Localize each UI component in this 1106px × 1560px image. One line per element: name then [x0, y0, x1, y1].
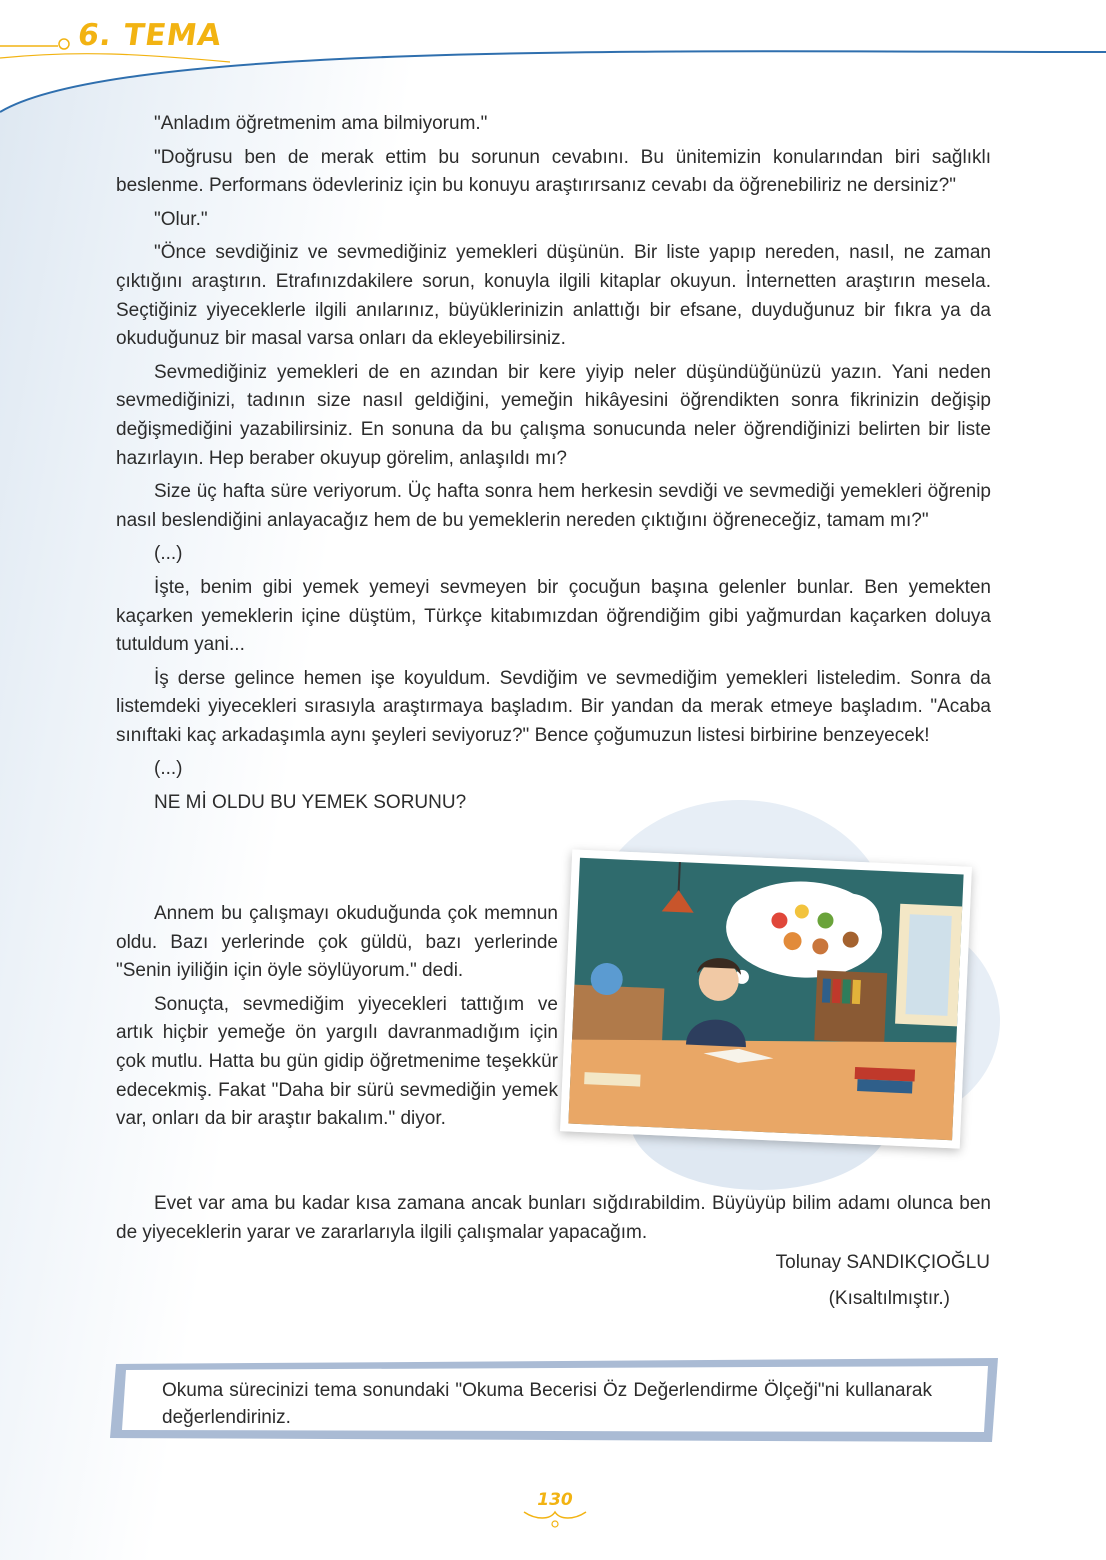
paragraph: "Doğrusu ben de merak ettim bu sorunun cevabını. Bu ünitemizin konularından biri sağlıklı beslenme. Performans ödevleriniz için bu konuyu araştırırsanız cevabı da öğrenebiliriz ne dersiniz?": [116, 146, 991, 197]
paragraph: (...): [154, 758, 183, 780]
paragraph: Annem bu çalışmayı okuduğunda çok memnun oldu. Bazı yerlerinde çok güldü, bazı yerlerinde "Senin iyiliğin için öyle söylüyorum." dedi.: [116, 903, 558, 982]
abridged-note: (Kısaltılmıştır.): [828, 1288, 950, 1309]
paragraph: Evet var ama bu kadar kısa zamana ancak bunları sığdırabildim. Büyüyüp bilim adamı olunca ben de yiyeceklerin yarar ve zararlarıyla ilgili çalışmalar yapacağım.: [116, 1193, 991, 1243]
main-text: [116, 110, 991, 823]
paragraph: "Anladım öğretmenim ama bilmiyorum.": [154, 113, 488, 134]
author-name: Tolunay SANDIKÇIOĞLU: [775, 1252, 990, 1273]
paragraph: Size üç hafta süre veriyorum. Üç hafta sonra hem herkesin sevdiği ve sevmediği yemekleri öğrenip nasıl beslendiğini anlayacağız hem de bu yemeklerin nereden çıktığını öğreneceğiz, tamam mı?": [116, 481, 991, 531]
paragraph: Sevmediğiniz yemekleri de en azından bir kere yiyip neler düşündüğünüzü yazın. Yani neden sevmediğinizi, tadının size nasıl geldiğini, yemeğin hikâyesini öğrendikten sonra fikrinizin değişip değişmediğini yazabilirsiniz. En sonuna da bu çalışma sonucunda neler öğrendiğinizi belirten bir liste hazırlayın. Hep beraber okuyup görelim, anlaşıldı mı?: [116, 361, 991, 469]
paragraph: "Olur.": [154, 208, 208, 230]
paragraph: İşte, benim gibi yemek yemeyi sevmeyen bir çocuğun başına gelenler bunlar. Ben yemekten kaçarken yemeklerin içine düştüm, Türkçe kitabımızdan öğrendiğim gibi yağmurdan kaçarken doluya tutuldum yani...: [116, 576, 991, 656]
illustration-image: [560, 849, 972, 1148]
theme-title: 6. TEMA: [75, 18, 225, 53]
info-box-text: Okuma sürecinizi tema sonundaki "Okuma Becerisi Öz Değerlendirme Ölçeği"ni kullanarak değerlendiriniz.: [162, 1380, 932, 1428]
narrow-text: [116, 900, 558, 1139]
page-number: 130: [537, 1490, 573, 1510]
paragraph: Sonuçta, sevmediğim yiyecekleri tattığım ve artık hiçbir yemeğe ön yargılı davranmadığım için çok mutlu. Hatta bu gün gidip öğretmenime teşekkür edecekmiş. Fakat "Daha bir sürü sevmediğin yemek var, onları da bir araştır bakalım." diyor.: [116, 993, 558, 1130]
closing-text: [116, 1190, 991, 1252]
paragraph: (...): [154, 543, 183, 565]
illustration-boy-studying: [560, 849, 972, 1148]
paragraph: "Önce sevdiğiniz ve sevmediğiniz yemekleri düşünün. Bir liste yapıp nereden, nasıl, ne zaman çıktığını araştırın. Etrafınızdakilere sorun, konuyla ilgili kitaplar okuyun. İnternetten araştırın mesela. Seçtiğiniz yiyeceklerle ilgili anılarınız, büyüklerinizin anlattığı bir efsane, duyduğunuz bir fıkra ya da okuduğunuz bir masal varsa onları da ekleyebilirsiniz.: [116, 242, 991, 350]
section-heading: NE Mİ OLDU BU YEMEK SORUNU?: [154, 792, 467, 814]
paragraph: İş derse gelince hemen işe koyuldum. Sevdiğim ve sevmediğim yemekleri listeledim. Sonra da listemdeki yiyecekleri sırasıyla araştırmaya başladım. Bir yandan da merak etmeye başladım. "Acaba sınıftaki kaç arkadaşımla aynı şeyleri seviyoruz?" Bence çoğumuzun listesi birbirine benzeyecek!: [116, 667, 991, 746]
